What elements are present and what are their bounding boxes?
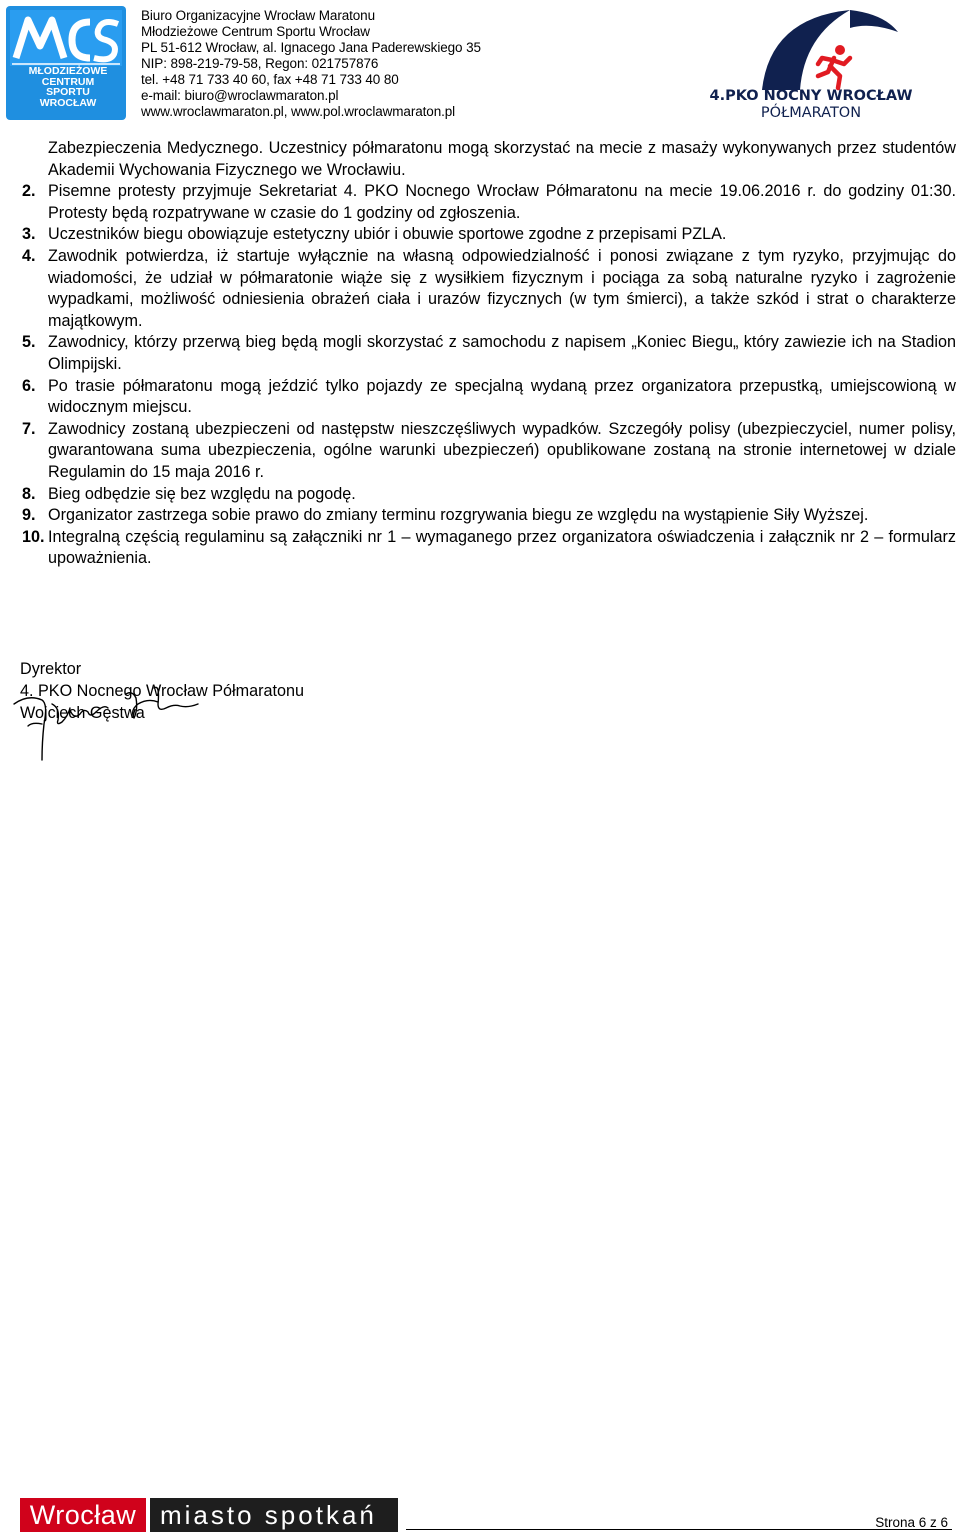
logo-line: CENTRUM bbox=[41, 75, 95, 88]
paragraph bbox=[22, 138, 956, 181]
signer-role: Dyrektor bbox=[20, 660, 82, 678]
paragraph-number: 7. bbox=[22, 419, 36, 438]
signature-block bbox=[20, 658, 304, 724]
paragraph bbox=[22, 505, 956, 527]
paragraph-text: Po trasie półmaratonu mogą jeździć tylko pojazdy ze specjalną wydaną przez organizatora przepustką, umiejscowioną w widocznym miejscu. bbox=[48, 376, 956, 417]
race-title bbox=[700, 88, 922, 122]
paragraph-number: 4. bbox=[22, 246, 36, 265]
brand-left: Wrocław bbox=[20, 1498, 146, 1532]
brand-right: miasto spotkań bbox=[150, 1498, 398, 1532]
regulations-body bbox=[22, 138, 956, 570]
org-name: Biuro Organizacyjne Wrocław Maratonu bbox=[141, 8, 376, 23]
org-phone: tel. +48 71 733 40 60, fax +48 71 733 40 80 bbox=[141, 72, 399, 87]
paragraph-number: 6. bbox=[22, 376, 36, 395]
paragraph bbox=[22, 376, 956, 419]
race-title-line1: 4.PKO NOCNY WROCŁAW bbox=[709, 88, 913, 104]
org-email: e-mail: biuro@wroclawmaraton.pl bbox=[141, 88, 339, 103]
paragraph bbox=[22, 224, 956, 246]
org-contact-block bbox=[141, 8, 481, 120]
org-websites: www.wroclawmaraton.pl, www.pol.wroclawmaraton.pl bbox=[141, 104, 456, 119]
logo-line: WROCŁAW bbox=[39, 96, 97, 109]
mcs-logo-text bbox=[22, 66, 114, 108]
org-unit: Młodzieżowe Centrum Sportu Wrocław bbox=[141, 24, 370, 39]
paragraph-text: Uczestników biegu obowiązuje estetyczny ubiór i obuwie sportowe zgodne z przepisami PZLA. bbox=[48, 225, 727, 244]
org-tax-ids: NIP: 898-219-79-58, Regon: 021757876 bbox=[141, 56, 379, 71]
logo-line: SPORTU bbox=[46, 86, 90, 98]
org-address: PL 51-612 Wrocław, al. Ignacego Jana Paderewskiego 35 bbox=[141, 40, 481, 55]
paragraph-text: Zawodnik potwierdza, iż startuje wyłącznie na własną odpowiedzialność i ponosi związane z tym ryzyko, przyjmując do wiadomości, że udział w półmaratonie wiąże się z wysiłkiem fizycznym i pociąga za sobą naturalne ryzyko i zagrożenie wypadkami, możliwość odniesienia obrażeń ciała i urazów fizycznych (w tym śmierci), a także szkód i strat o charakterze majątkowym. bbox=[48, 246, 956, 330]
footer-divider bbox=[406, 1529, 952, 1530]
logo-line: MŁODZIEŻOWE bbox=[28, 65, 108, 77]
race-logo bbox=[700, 6, 922, 94]
paragraph bbox=[22, 181, 956, 224]
wroclaw-brand-logo bbox=[20, 1498, 398, 1532]
paragraph-number: 3. bbox=[22, 225, 36, 244]
paragraph-number: 8. bbox=[22, 484, 36, 503]
paragraph-text: Bieg odbędzie się bez względu na pogodę. bbox=[48, 484, 356, 503]
signer-name: Wojciech Gęstwa bbox=[20, 704, 145, 722]
paragraph-number: 2. bbox=[22, 182, 36, 201]
paragraph-text: Zabezpieczenia Medycznego. Uczestnicy półmaratonu mogą skorzystać na mecie z masaży wykonywanych przez studentów Akademii Wychowania Fizycznego we Wrocławiu. bbox=[48, 139, 956, 179]
paragraph bbox=[22, 246, 956, 332]
paragraph-text: Zawodnicy zostaną ubezpieczeni od następstw nieszczęśliwych wypadków. Szczegóły polisy (ubezpieczyciel, numer polisy, gwarantowana suma ubezpieczenia, ogólne warunki ubezpieczeń) opublikowane zostaną na stronie internetowej w dziale Regulamin do 15 maja 2016 r. bbox=[48, 419, 956, 481]
signer-event: 4. PKO Nocnego Wrocław Półmaratonu bbox=[20, 682, 305, 700]
race-title-line2: PÓŁMARATON bbox=[760, 105, 862, 121]
paragraph bbox=[22, 332, 956, 375]
paragraph-text: Pisemne protesty przyjmuje Sekretariat 4. PKO Nocnego Wrocław Półmaratonu na mecie 19.06.2016 r. do godziny 01:30. Protesty będą rozpatrywane w czasie do 1 godziny od zgłoszenia. bbox=[48, 182, 956, 222]
paragraph-number: 5. bbox=[22, 333, 36, 352]
paragraph bbox=[22, 527, 956, 570]
page-number: Strona 6 z 6 bbox=[875, 1515, 948, 1530]
paragraph bbox=[22, 484, 956, 506]
paragraph-text: Organizator zastrzega sobie prawo do zmiany terminu rozgrywania biegu ze względu na wystąpienie Siły Wyższej. bbox=[48, 506, 869, 525]
paragraph-text: Integralną częścią regulaminu są załączniki nr 1 – wymaganego przez organizatora oświadczenia i załącznik nr 2 – formularz upoważnienia. bbox=[48, 527, 956, 568]
paragraph-text: Zawodnicy, którzy przerwą bieg będą mogli skorzystać z samochodu z napisem „Koniec Biegu„ który zawiezie ich na Stadion Olimpijski. bbox=[48, 333, 956, 373]
paragraph-number: 10. bbox=[22, 527, 45, 546]
paragraph-number: 9. bbox=[22, 506, 36, 525]
paragraph bbox=[22, 419, 956, 484]
